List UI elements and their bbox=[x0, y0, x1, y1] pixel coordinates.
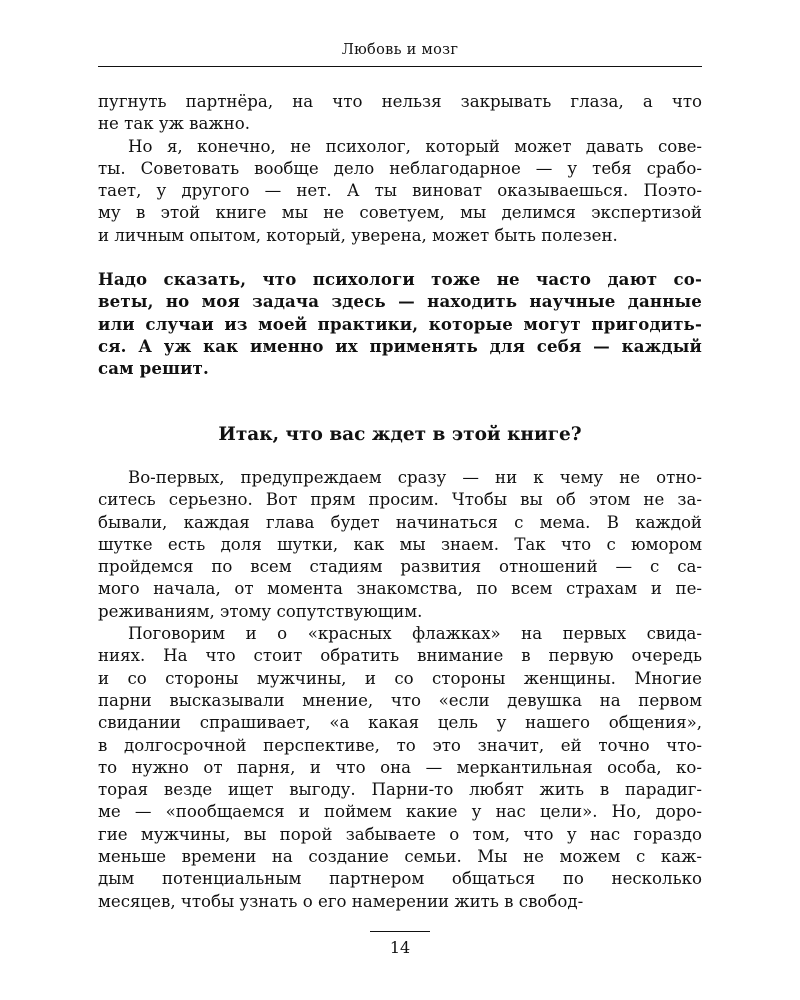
text-line: или случаи из моей практики, которые могут пригодить- bbox=[98, 313, 702, 334]
footer-rule bbox=[370, 931, 430, 932]
text-line: ты. Советовать вообще дело неблагодарное — у тебя срабо- bbox=[98, 158, 702, 178]
text-line: Надо сказать, что психологи тоже не часто дают со- bbox=[98, 269, 702, 289]
body-text-block-2 bbox=[98, 467, 702, 913]
text-line: пройдемся по всем стадиям развития отношений — с са- bbox=[98, 557, 702, 577]
text-line: свидании спрашивает, «а какая цель у нашего общения», bbox=[98, 713, 702, 733]
text-line: пугнуть партнёра, на что нельзя закрывать глаза, а что bbox=[98, 92, 702, 111]
text-line: и со стороны мужчины, и со стороны женщины. Многие bbox=[98, 668, 702, 688]
text-line: торая везде ищет выгоду. Парни-то любят жить в парадиг- bbox=[98, 780, 702, 800]
text-line: веты, но моя задача здесь — находить научные данные bbox=[98, 291, 702, 312]
page-number: 14 bbox=[389, 938, 411, 957]
body-text-block-1 bbox=[98, 91, 702, 247]
text-line: Во-первых, предупреждаем сразу — ни к чему не отно- bbox=[128, 468, 702, 487]
text-line: мого начала, от момента знакомства, по всем страхам и пе- bbox=[98, 579, 702, 599]
text-line: сам решит. bbox=[98, 358, 209, 379]
paragraph-bold bbox=[98, 268, 702, 379]
paragraph bbox=[98, 623, 702, 913]
text-line: в долгосрочной перспективе, то это значит, ей точно что- bbox=[98, 735, 702, 755]
running-head: Любовь и мозг bbox=[341, 42, 459, 58]
paragraph bbox=[98, 467, 702, 623]
text-line: дым потенциальным партнером общаться по несколько bbox=[98, 869, 702, 889]
text-line: гие мужчины, вы порой забываете о том, что у нас гораздо bbox=[98, 824, 702, 844]
text-line: месяцев, чтобы узнать о его намерении жить в свобод- bbox=[98, 891, 584, 911]
text-line: Поговорим и о «красных флажках» на первых свида- bbox=[128, 624, 702, 644]
text-line: ситесь серьезно. Вот прям просим. Чтобы вы об этом не за- bbox=[98, 490, 702, 510]
text-line: му в этой книге мы не советуем, мы делимся экспертизой bbox=[98, 203, 702, 223]
text-line: ме — «пообщаемся и поймем какие у нас цели». Но, доро- bbox=[98, 802, 702, 822]
text-line: ся. А уж как именно их применять для себя — каждый bbox=[98, 335, 702, 356]
text-line: реживаниям, этому сопутствующим. bbox=[98, 601, 423, 621]
text-line bbox=[98, 91, 702, 136]
text-line: парни высказывали мнение, что «если девушка на первом bbox=[98, 690, 702, 710]
text-line: не так уж важно. bbox=[98, 114, 251, 134]
text-line: тает, у другого — нет. А ты виноват оказываешься. Поэто- bbox=[98, 181, 702, 201]
text-line: и личным опытом, который, уверена, может быть полезен. bbox=[98, 225, 618, 245]
book-page bbox=[98, 0, 702, 1000]
text-line: бывали, каждая глава будет начинаться с мема. В каждой bbox=[98, 512, 702, 532]
header-rule bbox=[98, 66, 702, 67]
text-line: шутке есть доля шутки, как мы знаем. Так что с юмором bbox=[98, 534, 702, 554]
bold-paragraph bbox=[98, 268, 702, 379]
paragraph bbox=[98, 136, 702, 247]
text-line: ниях. На что стоит обратить внимание в первую очередь bbox=[98, 646, 702, 666]
text-line: меньше времени на создание семьи. Мы не можем с каж- bbox=[98, 847, 702, 867]
section-heading: Итак, что вас ждет в этой книге? bbox=[218, 424, 582, 445]
text-line: то нужно от парня, и что она — меркантильная особа, ко- bbox=[98, 757, 702, 777]
text-line: Но я, конечно, не психолог, который может давать сове- bbox=[128, 136, 702, 156]
